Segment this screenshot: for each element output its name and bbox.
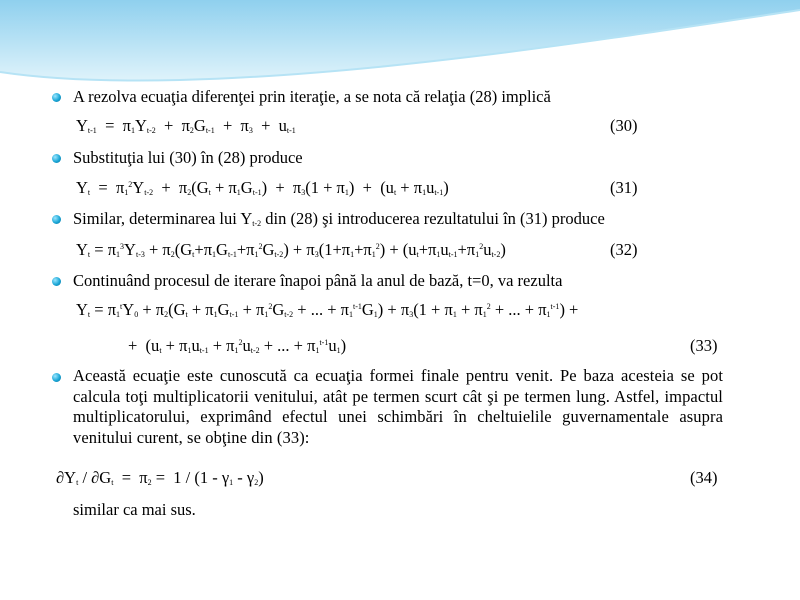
bullet-text-5: Această ecuaţie este cunoscută ca ecuaţia formei finale pentru venit. Pe baza acesteia se pot calcula toţi multiplicatorii venitului, atât pe termen scurt cât şi pe termen lung. Astfel, impactul multiplicatorului, exprimând efectul unei schimbări în cheltuielile guvernamentale asupra venitului curent, se obţine din (33):: [73, 366, 723, 447]
bullet-icon: [52, 373, 61, 382]
equation-33-line-1: $Y_t = \pi_1^tY_0 + \pi_2(G_t + \pi_1G_{t-1} + \pi_1^2G_{t-2}$ + ... + $\pi_1^{t-1}G_1) + \pi_3(1 + \pi_1 + \pi_1^2$ + ... + $\pi_1^{t-1}$) +: [76, 300, 579, 319]
bullet-icon: [52, 154, 61, 163]
bullet-text-2: Substituţia lui (30) în (28) produce: [73, 148, 303, 167]
equation-number-34: (34): [690, 468, 718, 487]
bullet-icon: [52, 93, 61, 102]
equation-32: $Y_t = \pi_1^3Y_{t-3} + \pi_2(G_t+\pi_1G_{t-1}+\pi_1^2G_{t-2}) + \pi_3(1+\pi_1+\pi_1^2) + (u_t+\pi_1u_{t-1}+\pi_1^2u_{t-2})$: [76, 240, 506, 259]
equation-number-31: (31): [610, 178, 638, 197]
bullet-text-3: Similar, determinarea lui $Y_{t-2}$ din (28) şi introducerea rezultatului în (31) produce: [73, 209, 605, 228]
bullet-icon: [52, 215, 61, 224]
equation-number-32: (32): [610, 240, 638, 259]
equation-number-33: (33): [690, 336, 718, 355]
equation-34: $\partial Y_t / \partial G_t = \pi_2 = 1 / (1 - \gamma_1 - \gamma_2)$: [56, 468, 264, 487]
bullet-icon: [52, 277, 61, 286]
equation-30: $Y_{t-1} = \pi_1Y_{t-2} + \pi_2G_{t-1} + \pi_3 + u_{t-1}$: [76, 116, 296, 135]
equation-number-30: (30): [610, 116, 638, 135]
bullet-text-1: A rezolva ecuaţia diferenţei prin iteraţie, a se nota că relaţia (28) implică: [73, 87, 551, 106]
bullet-text-4: Continuând procesul de iterare înapoi până la anul de bază, t=0, va rezulta: [73, 271, 563, 290]
equation-31: $Y_t = \pi_1^2Y_{t-2} + \pi_2(G_t + \pi_1G_{t-1}) + \pi_3(1 + \pi_1) + (u_t + \pi_1u_{t-1})$: [76, 178, 449, 197]
equation-33-line-2: + ($u_t + \pi_1u_{t-1} + \pi_1^2u_{t-2}$ + ... + $\pi_1^{t-1}u_1$): [128, 336, 347, 355]
closing-text: similar ca mai sus.: [73, 500, 196, 519]
